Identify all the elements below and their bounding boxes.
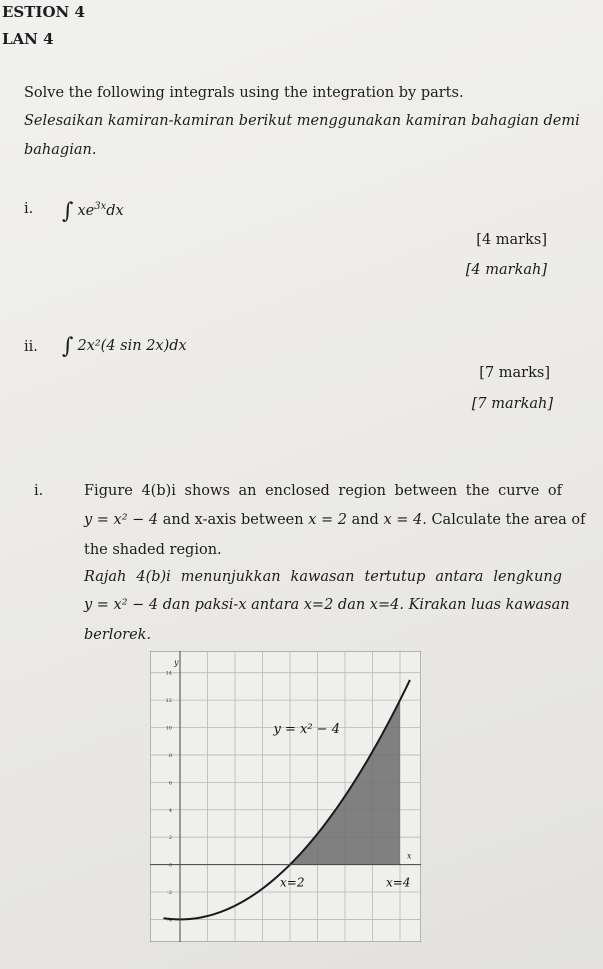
en-line1-text: Figure 4(b)i shows an enclosed region between the curve of xyxy=(84,483,562,499)
y-tick-label: 8 xyxy=(168,752,172,759)
question-i-integral xyxy=(62,198,124,224)
x-axis-label: x xyxy=(407,851,412,861)
question-ii-label: ii. xyxy=(24,339,38,355)
marker-x2-label: x=2 xyxy=(280,875,305,890)
integrand: xe xyxy=(77,202,95,219)
equation: y = x² − 4 xyxy=(84,512,159,528)
x-lower: x = 2 xyxy=(308,512,347,528)
figure-question-en-line2 xyxy=(84,511,585,529)
question-ii-marks-en: [7 marks] xyxy=(479,365,550,381)
integral-sign: ∫ xyxy=(62,198,74,224)
y-tick-label: 14 xyxy=(165,670,172,677)
figure-question-ms-line1 xyxy=(84,568,562,586)
x-upper: x = 4 xyxy=(383,512,423,528)
question-ii-integral xyxy=(62,334,187,359)
integrand: 2x²(4 sin 2x)dx xyxy=(77,338,187,354)
y-tick-label: 4 xyxy=(168,807,172,814)
question-i-marks-ms: [4 markah] xyxy=(465,262,547,278)
instruction-malay-line2: bahagian. xyxy=(24,142,97,158)
text: dan paksi-x antara x=2 dan x=4. Kirakan luas kawasan xyxy=(158,597,570,613)
differential: dx xyxy=(106,202,124,219)
end: . Calculate the area of xyxy=(422,512,586,528)
figure-question-en-line3: the shaded region. xyxy=(84,542,222,558)
instruction-malay-line1: Selesaikan kamiran-kamiran berikut menggunakan kamiran bahagian demi xyxy=(24,113,580,129)
figure-question-label: i. xyxy=(34,483,44,499)
equation: y = x² − 4 xyxy=(84,597,159,613)
marker-x4-label: x=4 xyxy=(386,875,411,890)
integral-sign: ∫ xyxy=(62,334,74,359)
question-i-label: i. xyxy=(24,201,34,217)
y-tick-label: -2 xyxy=(167,890,172,897)
y-tick-label: 2 xyxy=(168,835,172,842)
y-axis-label: y xyxy=(174,658,179,667)
instruction-english: Solve the following integrals using the integration by parts. xyxy=(24,85,464,101)
question-ii-marks-ms: [7 markah] xyxy=(471,396,553,412)
y-tick-label: 0 xyxy=(168,862,172,869)
y-tick-label: 10 xyxy=(165,725,172,732)
ms-line1-text: Rajah 4(b)i menunjukkan kawasan tertutup antara lengkung xyxy=(84,569,562,585)
exponent: 3x xyxy=(94,201,107,212)
question-i-marks-en: [4 marks] xyxy=(476,232,547,248)
figure-question-en-line1 xyxy=(84,482,562,500)
figure-question-ms-line2 xyxy=(84,596,570,614)
and: and xyxy=(346,512,384,528)
curve-label: y = x² − 4 xyxy=(273,722,340,738)
y-tick-label: -4 xyxy=(167,917,172,924)
y-tick-label: 12 xyxy=(165,698,172,705)
plan-heading: LAN 4 xyxy=(2,30,54,48)
question-heading: ESTION 4 xyxy=(2,3,85,21)
figure-question-ms-line3: berlorek. xyxy=(84,627,152,643)
text: and x-axis between xyxy=(158,512,309,528)
y-tick-label: 6 xyxy=(168,780,172,787)
figure-graph xyxy=(150,651,421,942)
